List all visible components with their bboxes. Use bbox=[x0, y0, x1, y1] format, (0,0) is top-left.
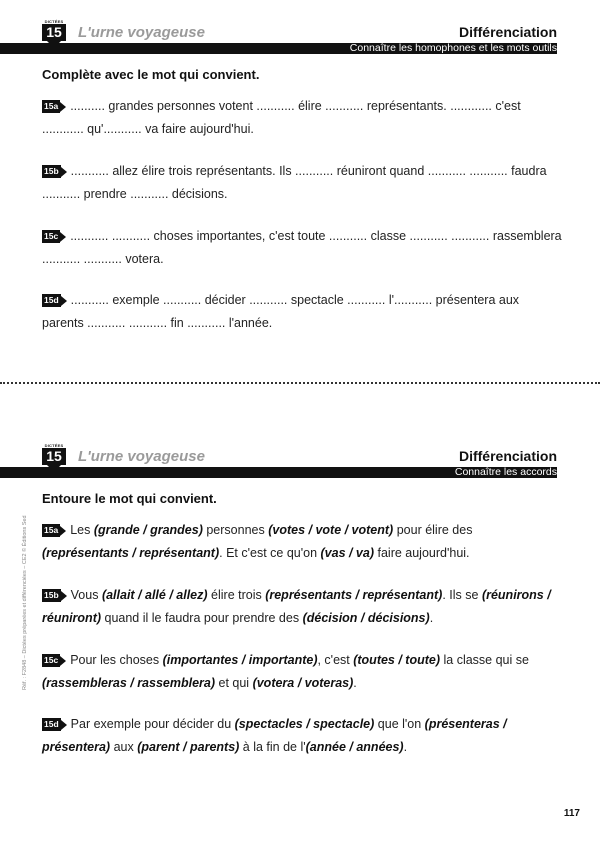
exercise-text: .......... grandes personnes votent ........... élire ........... représentants. ............ c'est ............ qu'........... va faire aujourd'hui. bbox=[42, 99, 521, 137]
choice-option[interactable]: (décision / décisions) bbox=[302, 611, 430, 626]
choice-option[interactable]: (allait / allé / allez) bbox=[101, 588, 208, 602]
bottom-header bbox=[0, 442, 600, 478]
top-title: L'urne voyageuse bbox=[78, 24, 205, 41]
choice-option[interactable]: (présenteras / présentera) bbox=[42, 717, 507, 755]
cut-line bbox=[0, 382, 600, 384]
choice-option[interactable]: (parent / parents) bbox=[137, 740, 240, 755]
top-instruction: Complète avec le mot qui convient. bbox=[42, 67, 260, 82]
choice-option[interactable]: (rassembleras / rassemblera) bbox=[42, 676, 216, 691]
exercise-tag: 15d bbox=[42, 289, 67, 312]
choice-option[interactable]: (spectacles / spectacle) bbox=[234, 717, 375, 731]
exercise-tag: 15c bbox=[42, 649, 66, 672]
choice-option[interactable]: (vas / va) bbox=[320, 546, 375, 561]
exercise-tag: 15a bbox=[42, 95, 66, 118]
exercise-text: ........... allez élire trois représentants. Ils ........... réuniront quand ........... ........... faudra ........... prendre ........... décisions. bbox=[42, 164, 547, 202]
choice-option[interactable]: (représentants / représentant) bbox=[42, 546, 220, 561]
top-subtitle: Connaître les homophones et les mots outils bbox=[349, 42, 557, 54]
choice-option[interactable]: (année / années) bbox=[305, 740, 404, 755]
bottom-exercise-15a: 15a Les (grande / grandes) personnes (votes / vote / votent) pour élire des (représentants / représentant). Et c'est ce qu'on (vas / va) faire aujourd'hui. bbox=[42, 519, 562, 565]
bottom-exercise-15c: 15c Pour les choses (importantes / importante), c'est (toutes / toute) la classe qui se (rassembleras / rassemblera) et qui (votera / voteras). bbox=[42, 649, 562, 695]
choice-option[interactable]: (importantes / importante) bbox=[162, 653, 318, 667]
badge-label: DICTÉES bbox=[44, 19, 64, 24]
choice-option[interactable]: (votes / vote / votent) bbox=[268, 523, 394, 537]
bottom-subtitle: Connaître les accords bbox=[454, 466, 557, 478]
bottom-instruction: Entoure le mot qui convient. bbox=[42, 491, 217, 506]
top-right-title: Différenciation bbox=[458, 24, 557, 40]
bottom-title: L'urne voyageuse bbox=[78, 448, 205, 465]
choice-option[interactable]: (toutes / toute) bbox=[353, 653, 441, 667]
choice-option[interactable]: (grande / grandes) bbox=[93, 523, 203, 537]
choice-option[interactable]: (réunirons / réuniront) bbox=[42, 588, 551, 626]
choice-option[interactable]: (votera / voteras) bbox=[252, 676, 354, 691]
top-exercise-15d bbox=[42, 289, 562, 335]
exercise-tag: 15d bbox=[42, 713, 67, 736]
top-header bbox=[0, 18, 600, 54]
bottom-right-title: Différenciation bbox=[458, 448, 557, 464]
bottom-exercise-15d: 15d Par exemple pour décider du (spectacles / spectacle) que l'on (présenteras / présentera) aux (parent / parents) à la fin de l'(année / années). bbox=[42, 713, 562, 759]
top-exercise-15c bbox=[42, 225, 562, 271]
choice-option[interactable]: (représentants / représentant) bbox=[265, 588, 443, 602]
exercise-text: ........... exemple ........... décider ........... spectacle ........... l'........... présentera aux parents ........... ........... fin ........... l'année. bbox=[42, 293, 520, 331]
top-exercise-15b bbox=[42, 160, 562, 206]
page-number: 117 bbox=[563, 808, 580, 819]
badge-number: 15 bbox=[42, 24, 66, 41]
exercise-tag: 15b bbox=[42, 584, 67, 607]
exercise-text: ........... ........... choses importantes, c'est toute ........... classe ........... ........... rassemblera ........... ........... votera. bbox=[42, 229, 562, 267]
exercise-tag: 15c bbox=[42, 225, 66, 248]
badge-label: DICTÉES bbox=[44, 443, 64, 448]
badge-number: 15 bbox=[42, 448, 66, 465]
bottom-exercise-15b: 15b Vous (allait / allé / allez) élire trois (représentants / représentant). Ils se (réunirons / réuniront) quand il le faudra pour prendre des (décision / décisions). bbox=[42, 584, 562, 630]
exercise-tag: 15b bbox=[42, 160, 67, 183]
top-exercise-15a bbox=[42, 95, 562, 141]
exercise-tag: 15a bbox=[42, 519, 66, 542]
